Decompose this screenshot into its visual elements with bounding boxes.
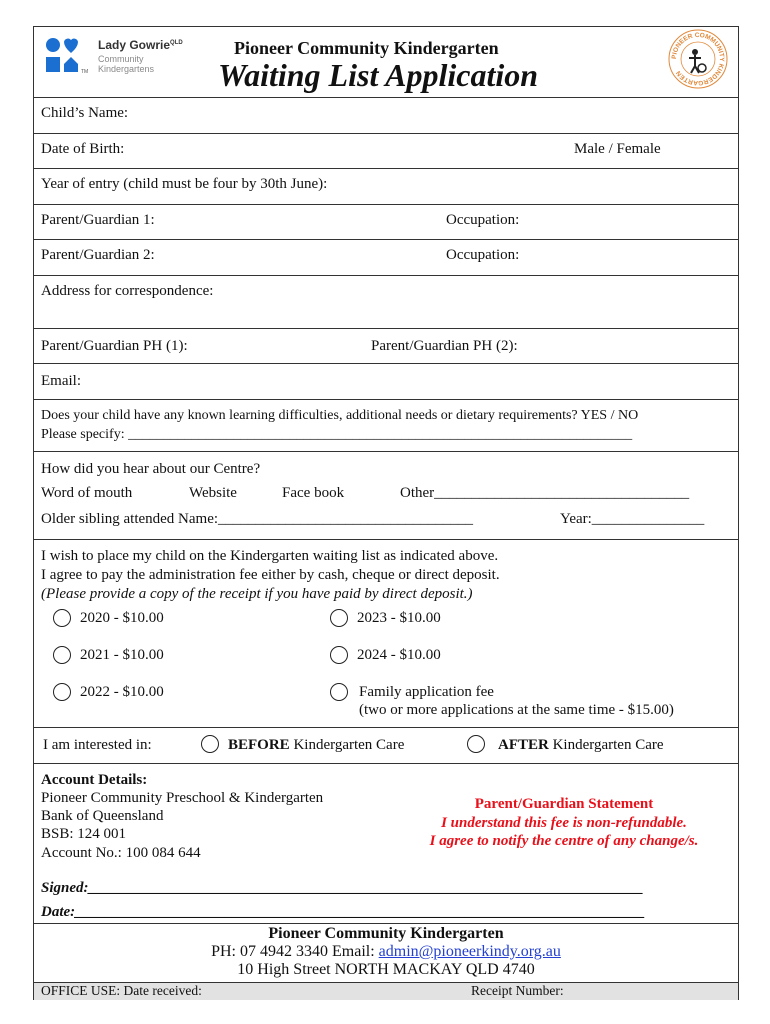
hear-question: How did you hear about our Centre?	[41, 461, 261, 477]
before-care-rest: Kindergarten Care	[289, 737, 405, 753]
office-use-bar	[34, 982, 738, 1000]
hear-older-sibling[interactable]: Older sibling attended Name:__________________________________	[41, 511, 474, 527]
after-care-rest: Kindergarten Care	[548, 737, 664, 753]
logo-line-1: Community	[98, 54, 144, 64]
family-fee-radio[interactable]	[330, 683, 348, 701]
row-dob	[34, 133, 738, 168]
form-title: Waiting List Application	[218, 57, 539, 93]
fee-2020-radio[interactable]	[53, 609, 71, 627]
after-care-option	[498, 737, 664, 754]
fee-2024-label: 2024 - $10.00	[357, 647, 441, 663]
phone1-label[interactable]: Parent/Guardian PH (1):	[41, 338, 188, 354]
application-form	[33, 26, 739, 1000]
statement-title: Parent/Guardian Statement	[474, 796, 654, 812]
agreement-line-3: (Please provide a copy of the receipt if you have paid by direct deposit.)	[41, 586, 473, 602]
statement-line-1: I understand this fee is non-refundable.	[441, 814, 687, 831]
care-label: I am interested in:	[43, 737, 152, 753]
needs-question: Does your child have any known learning difficulties, additional needs or dietary requirements? YES / NO	[41, 408, 639, 423]
footer-email-link[interactable]: admin@pioneerkindy.org.au	[378, 943, 561, 960]
address-label[interactable]: Address for correspondence:	[41, 283, 214, 299]
fee-2023-label: 2023 - $10.00	[357, 610, 441, 626]
agreement-line-1: I wish to place my child on the Kindergarten waiting list as indicated above.	[41, 548, 499, 564]
signed-line[interactable]: Signed:__________________________________________________________________________	[41, 880, 644, 896]
account-bsb: BSB: 124 001	[41, 826, 127, 842]
before-care-radio[interactable]	[201, 735, 219, 753]
footer-phone-email	[34, 943, 738, 961]
footer-contact	[34, 923, 738, 982]
account-bank: Bank of Queensland	[41, 808, 164, 824]
fee-2021-radio[interactable]	[53, 646, 71, 664]
after-care-bold: AFTER	[498, 737, 549, 753]
family-fee-note: (two or more applications at the same time - $15.00)	[359, 702, 674, 718]
agreement-line-2: I agree to pay the administration fee either by cash, cheque or direct deposit.	[41, 567, 500, 583]
row-needs	[34, 399, 738, 451]
hear-website[interactable]: Website	[189, 485, 237, 501]
account-number: Account No.: 100 084 644	[41, 845, 201, 861]
after-care-radio[interactable]	[467, 735, 485, 753]
account-heading: Account Details:	[41, 772, 148, 788]
logo-shapes-icon	[45, 36, 95, 76]
row-care-interest	[34, 727, 738, 763]
statement-line-2: I agree to notify the centre of any change/s.	[429, 833, 699, 849]
occupation1-label[interactable]: Occupation:	[446, 212, 520, 228]
row-phones	[34, 328, 738, 363]
office-receipt-number: Receipt Number:	[471, 983, 564, 998]
phone2-label[interactable]: Parent/Guardian PH (2):	[371, 338, 518, 354]
footer-org: Pioneer Community Kindergarten	[268, 925, 504, 942]
before-care-option	[228, 737, 404, 754]
org-name: Pioneer Community Kindergarten	[234, 38, 499, 58]
svg-text:TM: TM	[81, 69, 89, 75]
fee-2021-label: 2021 - $10.00	[80, 647, 164, 663]
date-line[interactable]: Date:____________________________________________________________________________	[41, 904, 646, 920]
row-email	[34, 363, 738, 399]
row-agreement	[34, 539, 738, 727]
year-entry-label[interactable]: Year of entry (child must be four by 30th June):	[41, 176, 328, 192]
row-parent-2	[34, 239, 738, 275]
kindergarten-seal-icon	[667, 28, 729, 90]
email-label[interactable]: Email:	[41, 373, 81, 389]
parent2-label[interactable]: Parent/Guardian 2:	[41, 247, 155, 263]
parent1-label[interactable]: Parent/Guardian 1:	[41, 212, 155, 228]
needs-specify-line[interactable]: Please specify: ________________________________________________________________________	[41, 427, 633, 442]
hear-other[interactable]: Other__________________________________	[400, 485, 690, 501]
footer-address: 10 High Street NORTH MACKAY QLD 4740	[237, 961, 535, 978]
fee-2022-radio[interactable]	[53, 683, 71, 701]
gender-label[interactable]: Male / Female	[574, 141, 661, 157]
child-name-label[interactable]: Child’s Name:	[41, 105, 129, 121]
svg-text:PIONEER COMMUNITY KINDERGARTEN: PIONEER COMMUNITY KINDERGARTEN	[670, 31, 726, 87]
logo-brand: Lady Gowrie	[98, 38, 171, 52]
lady-gowrie-logo	[45, 36, 215, 76]
row-year-entry	[34, 168, 738, 204]
footer-phone: PH: 07 4942 3340 Email:	[211, 943, 379, 960]
row-address	[34, 275, 738, 328]
row-hear-about	[34, 451, 738, 539]
office-date-received: OFFICE USE: Date received:	[41, 983, 202, 998]
fee-2022-label: 2022 - $10.00	[80, 684, 164, 700]
fee-2023-radio[interactable]	[330, 609, 348, 627]
hear-word-of-mouth[interactable]: Word of mouth	[41, 485, 133, 501]
parent-statement	[404, 795, 724, 851]
row-parent-1	[34, 204, 738, 239]
hear-facebook[interactable]: Face book	[282, 485, 345, 501]
row-child-name	[34, 97, 738, 133]
fee-2024-radio[interactable]	[330, 646, 348, 664]
before-care-bold: BEFORE	[228, 737, 290, 753]
occupation2-label[interactable]: Occupation:	[446, 247, 520, 263]
account-name: Pioneer Community Preschool & Kindergarten	[41, 790, 324, 806]
row-account-details	[34, 763, 738, 923]
hear-sibling-year[interactable]: Year:_______________	[560, 511, 705, 527]
fee-2020-label: 2020 - $10.00	[80, 610, 164, 626]
logo-region: QLD	[170, 40, 183, 46]
dob-label[interactable]: Date of Birth:	[41, 141, 125, 157]
logo-line-2: Kindergartens	[98, 64, 155, 74]
family-fee-label: Family application fee	[359, 684, 494, 700]
